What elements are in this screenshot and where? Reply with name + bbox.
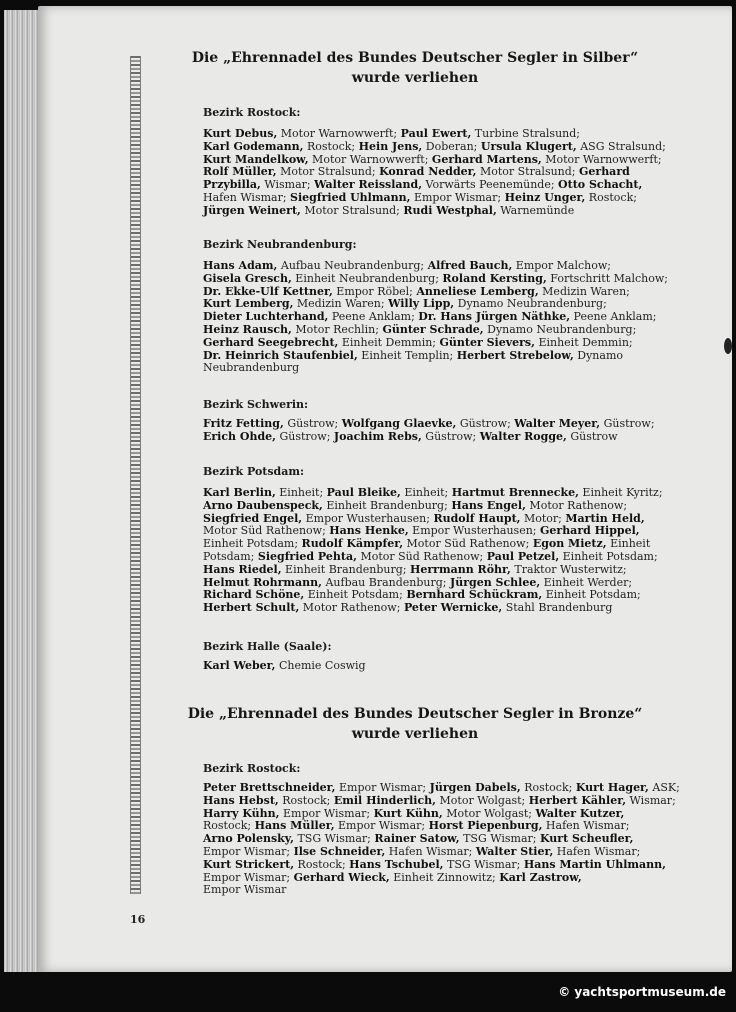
recipient-name: Gisela Gresch,: [203, 271, 292, 285]
club-text: Empor Wismar;: [410, 190, 505, 204]
recipient-name: Martin Held,: [565, 511, 645, 525]
club-text: Rostock;: [203, 819, 255, 833]
recipient-name: Hans Tschubel,: [349, 857, 444, 871]
recipient-name: Konrad Nedder,: [379, 165, 477, 179]
recipient-name: Walter Stier,: [475, 844, 554, 858]
club-text: Güstrow;: [600, 417, 655, 430]
club-text: Einheit: [606, 537, 651, 551]
recipient-name: Walter Rogge,: [479, 429, 567, 443]
recipient-name: Hans Engel,: [451, 498, 526, 512]
club-text: Aufbau Neubrandenburg;: [277, 259, 428, 272]
recipient-name: Kurt Scheufler,: [539, 832, 634, 846]
club-text: Motor Stralsund;: [300, 203, 404, 217]
club-text: Rostock;: [585, 190, 637, 204]
copyright-credit: © yachtsportmuseum.de: [558, 985, 726, 999]
club-text: Motor Süd Rathenow;: [403, 537, 533, 551]
club-text: Motor Stralsund;: [276, 165, 380, 179]
page-binding-mark: [724, 338, 732, 354]
district-names: [203, 660, 651, 673]
district-names: [203, 417, 655, 444]
club-text: Einheit Potsdam;: [559, 549, 658, 563]
recipient-name: Paul Bleike,: [326, 486, 401, 499]
club-text: Einheit;: [400, 486, 452, 499]
club-text: Einheit;: [275, 486, 327, 499]
text-line: [203, 362, 651, 375]
club-text: Einheit Neubrandenburg;: [291, 271, 443, 285]
text-line: [203, 884, 651, 897]
recipient-name: Karl Zastrow,: [499, 870, 582, 884]
club-text: Empor Malchow;: [512, 259, 612, 272]
club-text: Turbine Stralsund;: [471, 127, 580, 140]
club-text: Motor Rathenow;: [525, 498, 628, 512]
club-text: Warnemünde: [496, 203, 575, 217]
recipient-name: Günter Sievers,: [439, 335, 535, 349]
club-text: Rostock;: [294, 857, 350, 871]
club-text: Einheit Templin;: [357, 348, 457, 362]
text-line: [203, 205, 651, 218]
recipient-name: Walter Meyer,: [514, 417, 601, 430]
club-text: TSG Wismar;: [459, 832, 540, 846]
club-text: Empor Wismar;: [203, 844, 294, 858]
recipient-name: Hartmut Brennecke,: [451, 486, 579, 499]
recipient-name: Arno Daubenspeck,: [203, 498, 323, 512]
club-text: Vorwärts Peenemünde;: [422, 178, 559, 192]
recipient-name: Siegfried Pehta,: [257, 549, 357, 563]
club-text: ASG Stralsund;: [576, 139, 666, 153]
club-text: Dynamo: [573, 348, 624, 362]
club-text: Chemie Coswig: [275, 659, 366, 672]
club-text: Wismar;: [260, 178, 315, 192]
recipient-name: Rudi Westphal,: [403, 203, 497, 217]
recipient-name: Günter Schrade,: [382, 322, 484, 336]
recipient-name: Peter Brettschneider,: [203, 781, 336, 794]
recipient-name: Ursula Klugert,: [480, 139, 577, 153]
club-text: Güstrow;: [456, 417, 515, 430]
recipient-name: Joachim Rebs,: [333, 429, 422, 443]
heading-line-2: wurde verliehen: [351, 70, 479, 86]
recipient-name: Gerhard Seegebrecht,: [203, 335, 339, 349]
recipient-name: Dieter Luchterhand,: [203, 310, 329, 324]
club-text: Einheit Potsdam;: [203, 537, 302, 551]
club-text: Einheit Brandenburg;: [322, 498, 452, 512]
recipient-name: Herbert Schult,: [203, 601, 300, 615]
recipient-name: Rainer Satow,: [374, 832, 460, 846]
district-heading: Bezirk Rostock:: [203, 106, 301, 119]
page-number: 16: [130, 913, 146, 926]
club-text: Hafen Wismar;: [553, 844, 641, 858]
district-names: [203, 486, 663, 615]
recipient-name: Rolf Müller,: [203, 165, 277, 179]
district-heading: Bezirk Schwerin:: [203, 398, 309, 411]
recipient-name: Ilse Schneider,: [293, 844, 386, 858]
club-text: Doberan;: [422, 139, 481, 153]
recipient-name: Kurt Kühn,: [373, 806, 443, 820]
club-text: Motor Wolgast;: [442, 806, 536, 820]
recipient-name: Dr. Heinrich Staufenbiel,: [203, 348, 358, 362]
club-text: Stahl Brandenburg: [502, 601, 613, 615]
recipient-name: Siegfried Uhlmann,: [290, 190, 411, 204]
recipient-name: Gerhard: [579, 165, 630, 179]
club-text: Einheit Potsdam;: [542, 588, 641, 602]
club-text: Motor Warnowwerft;: [277, 127, 401, 140]
recipient-name: Hans Müller,: [254, 819, 335, 833]
club-text: Motor Rechlin;: [291, 322, 383, 336]
club-text: Motor Warnowwerft;: [541, 152, 662, 166]
recipient-name: Siegfried Engel,: [203, 511, 303, 525]
heading-line-1: Die „Ehrennadel des Bundes Deutscher Segler in Bronze“: [187, 706, 643, 722]
recipient-name: Hans Henke,: [329, 524, 409, 538]
recipient-name: Erich Ohde,: [203, 429, 276, 443]
recipient-name: Anneliese Lemberg,: [416, 284, 539, 298]
section-heading-silver: [180, 48, 650, 88]
recipient-name: Richard Schöne,: [203, 588, 305, 602]
ornamental-border-left: [130, 56, 141, 894]
recipient-name: Przybilla,: [203, 178, 261, 192]
recipient-name: Gerhard Hippel,: [540, 524, 640, 538]
club-text: ASK;: [648, 781, 680, 794]
recipient-name: Horst Piepenburg,: [428, 819, 543, 833]
recipient-name: Wolfgang Glaevke,: [341, 417, 457, 430]
club-text: Medizin Waren;: [293, 297, 389, 311]
recipient-name: Hein Jens,: [358, 139, 423, 153]
club-text: Rostock;: [278, 793, 334, 807]
club-text: Empor Wismar;: [334, 819, 429, 833]
club-text: Dynamo Neubrandenburg;: [454, 297, 607, 311]
district-names: [203, 781, 680, 897]
recipient-name: Roland Kersting,: [442, 271, 547, 285]
district-heading: Bezirk Halle (Saale):: [203, 640, 332, 653]
recipient-name: Kurt Mandelkow,: [203, 152, 309, 166]
recipient-name: Jürgen Dabels,: [429, 781, 521, 794]
club-text: Medizin Waren;: [538, 284, 630, 298]
club-text: Motor Stralsund;: [476, 165, 579, 179]
district-heading: Bezirk Rostock:: [203, 762, 301, 775]
club-text: Peene Anklam;: [570, 310, 657, 324]
club-text: Hafen Wismar;: [385, 844, 476, 858]
club-text: Aufbau Brandenburg;: [321, 575, 451, 589]
club-text: Güstrow;: [421, 429, 480, 443]
text-line: [203, 660, 651, 673]
recipient-name: Hans Riedel,: [203, 562, 282, 576]
text-line: [203, 431, 651, 444]
club-text: Empor Wusterhausen;: [408, 524, 540, 538]
recipient-name: Walter Reissland,: [314, 178, 423, 192]
recipient-name: Hans Adam,: [203, 259, 278, 272]
club-text: Motor Rathenow;: [299, 601, 404, 615]
club-text: Empor Wismar;: [279, 806, 374, 820]
recipient-name: Harry Kühn,: [203, 806, 280, 820]
recipient-name: Paul Petzel,: [486, 549, 560, 563]
recipient-name: Paul Ewert,: [400, 127, 472, 140]
club-text: TSG Wismar;: [293, 832, 375, 846]
recipient-name: Egon Mietz,: [532, 537, 607, 551]
recipient-name: Jürgen Weinert,: [203, 203, 301, 217]
club-text: Einheit Werder;: [540, 575, 633, 589]
club-text: Motor Süd Rathenow;: [356, 549, 487, 563]
recipient-name: Otto Schacht,: [558, 178, 643, 192]
club-text: Empor Wusterhausen;: [302, 511, 434, 525]
recipient-name: Walter Kutzer,: [535, 806, 625, 820]
recipient-name: Bernhard Schückram,: [406, 588, 543, 602]
recipient-name: Gerhard Martens,: [431, 152, 542, 166]
club-text: Motor Wolgast;: [436, 793, 529, 807]
recipient-name: Herbert Strebelow,: [456, 348, 574, 362]
club-text: Empor Wismar;: [203, 870, 294, 884]
district-heading: Bezirk Neubrandenburg:: [203, 238, 357, 251]
club-text: Güstrow;: [283, 417, 342, 430]
club-text: Neubrandenburg: [203, 361, 300, 375]
recipient-name: Dr. Ekke-Ulf Kettner,: [203, 284, 333, 298]
recipient-name: Karl Godemann,: [203, 139, 304, 153]
club-text: Dynamo Neubrandenburg;: [483, 322, 637, 336]
district-names: [203, 127, 666, 218]
club-text: Einheit Potsdam;: [304, 588, 407, 602]
recipient-name: Herrmann Röhr,: [409, 562, 511, 576]
recipient-name: Fritz Fetting,: [203, 417, 284, 430]
recipient-name: Arno Polensky,: [203, 832, 294, 846]
section-heading-bronze: [180, 704, 650, 744]
text-line: [203, 602, 651, 615]
club-text: Empor Wismar: [203, 883, 287, 897]
club-text: Motor Süd Rathenow;: [203, 524, 330, 538]
recipient-name: Kurt Hager,: [575, 781, 649, 794]
club-text: Rostock;: [520, 781, 576, 794]
club-text: Einheit Kyritz;: [578, 486, 663, 499]
club-text: Güstrow;: [275, 429, 334, 443]
club-text: Hafen Wismar;: [542, 819, 630, 833]
recipient-name: Jürgen Schlee,: [450, 575, 541, 589]
recipient-name: Rudolf Kämpfer,: [301, 537, 404, 551]
club-text: Peene Anklam;: [328, 310, 419, 324]
heading-line-2: wurde verliehen: [351, 726, 479, 742]
recipient-name: Alfred Bauch,: [427, 259, 513, 272]
recipient-name: Helmut Rohrmann,: [203, 575, 322, 589]
recipient-name: Heinz Rausch,: [203, 322, 292, 336]
club-text: Motor Warnowwerft;: [308, 152, 432, 166]
recipient-name: Dr. Hans Jürgen Näthke,: [418, 310, 571, 324]
recipient-name: Peter Wernicke,: [403, 601, 503, 615]
club-text: Fortschritt Malchow;: [546, 271, 668, 285]
club-text: Wismar;: [626, 793, 676, 807]
district-names: [203, 259, 668, 375]
recipient-name: Willy Lipp,: [388, 297, 455, 311]
recipient-name: Kurt Strickert,: [203, 857, 295, 871]
club-text: Einheit Demmin;: [338, 335, 440, 349]
club-text: Güstrow: [566, 429, 618, 443]
club-text: Motor;: [520, 511, 566, 525]
recipient-name: Emil Hinderlich,: [333, 793, 437, 807]
club-text: Traktor Wusterwitz;: [510, 562, 627, 576]
club-text: Hafen Wismar;: [203, 190, 291, 204]
club-text: TSG Wismar;: [443, 857, 524, 871]
recipient-name: Kurt Debus,: [203, 127, 278, 140]
club-text: Empor Röbel;: [332, 284, 417, 298]
recipient-name: Karl Berlin,: [203, 486, 276, 499]
club-text: Einheit Brandenburg;: [281, 562, 410, 576]
recipient-name: Karl Weber,: [203, 659, 276, 672]
recipient-name: Hans Martin Uhlmann,: [523, 857, 666, 871]
club-text: Einheit Zinnowitz;: [389, 870, 500, 884]
heading-line-1: Die „Ehrennadel des Bundes Deutscher Segler in Silber“: [191, 50, 639, 66]
recipient-name: Gerhard Wieck,: [293, 870, 390, 884]
recipient-name: Heinz Unger,: [504, 190, 586, 204]
recipient-name: Kurt Lemberg,: [203, 297, 294, 311]
club-text: Potsdam;: [203, 549, 258, 563]
club-text: Rostock;: [303, 139, 359, 153]
club-text: Einheit Demmin;: [534, 335, 633, 349]
district-heading: Bezirk Potsdam:: [203, 465, 305, 478]
club-text: Empor Wismar;: [335, 781, 430, 794]
recipient-name: Hans Hebst,: [203, 793, 279, 807]
recipient-name: Herbert Kähler,: [528, 793, 627, 807]
recipient-name: Rudolf Haupt,: [433, 511, 521, 525]
